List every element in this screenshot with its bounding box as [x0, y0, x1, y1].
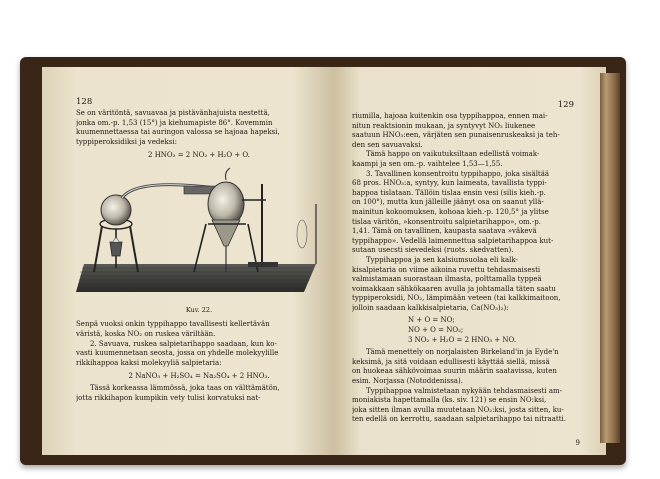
- text-line: typpiperoksidi, NO₂, lämpimään veteen (tai kalkkimaitoon,: [352, 294, 561, 303]
- figure-caption: Kuv. 22.: [185, 306, 213, 315]
- text-line: valmistamaan suorastaan ilmasta, polttamalla typpeä: [352, 275, 542, 284]
- paragraph: [352, 348, 598, 386]
- text-line: joka sitten ilman avulla muutetaan NO₂:ksi, josta sitten, ku-: [352, 405, 564, 414]
- text-line: Typpihappoa valmistetaan nykyään tehdasmaisesti am-: [366, 386, 563, 395]
- chemical-equation: N + O = NO;: [408, 316, 455, 325]
- text-line: kisalpietaria on viime aikoina ruvettu tehdasmaisesti: [352, 265, 541, 274]
- text-line: 68 pros. HNO₃:a, syntyy, kun laimeata, tavallista typpi-: [352, 179, 547, 188]
- text-line: den sen savuavaksi.: [352, 140, 423, 149]
- text-line: keksimä, ja sitä voidaan edullisesti käyttää siellä, missä: [352, 357, 550, 366]
- paragraph: [76, 340, 322, 369]
- text-line: vasti kuumennetaan seosta, jossa on yhdelle molekyylille: [76, 349, 279, 358]
- paragraph: [76, 320, 322, 339]
- text-line: kuumennettaessa tai auringon valossa se hajoaa hapeksi,: [76, 128, 280, 137]
- paragraph: [76, 384, 322, 403]
- text-line: Tämä happo on vaikutuksiltaan edellistä voimak-: [366, 150, 540, 159]
- text-line: voimakkaan sähkökaaren avulla ja johtamalla täten saatu: [352, 284, 556, 293]
- text-line: tislaa väritön, »konsentroitu salpietarihappo», om.-p.: [352, 217, 541, 226]
- chemical-equation: 2 NaNO₃ + H₂SO₄ = Na₂SO₄ + 2 HNO₃.: [128, 372, 270, 381]
- paragraph: [352, 112, 598, 150]
- right-page: [334, 67, 606, 455]
- text-line: Typpihappoa ja sen kalsiumsuolaa eli kalk-: [366, 255, 518, 264]
- text-line: typpiperoksidiksi ja vedeksi:: [76, 137, 177, 146]
- signature-mark: 9: [575, 439, 580, 447]
- paragraph: [352, 387, 598, 425]
- text-line: Tämä menettely on norjalaisten Birkeland'in ja Eyde'n: [366, 348, 559, 357]
- paragraph: [352, 170, 598, 256]
- text-line: mainitun kokoomuksen, kohoaa kieh.-p. 120,5° ja ylitse: [352, 207, 549, 216]
- page-number-right: 129: [557, 100, 574, 110]
- text-line: väristä, koska NO₂ on ruskea väriltään.: [76, 329, 216, 338]
- paragraph: [352, 150, 598, 169]
- text-line: Senpä vuoksi onkin typpihappo tavallisesti kellertävän: [76, 320, 270, 329]
- text-line: typpihappo». Vedellä laimennettua salpietarihappoa kut-: [352, 236, 554, 245]
- text-line: 2. Savuava, ruskea salpietarihappo saadaan, kun ko-: [90, 339, 277, 348]
- text-line: esim. Norjassa (Notoddenissa).: [352, 377, 463, 386]
- paragraph: [352, 256, 598, 314]
- text-line: on 100°), mutta kun jälleille jäänyt osa on saanut yllä-: [352, 198, 544, 207]
- text-line: 1,41. Tämä on tavallinen, kaupasta saatava »väkevä: [352, 227, 537, 236]
- text-line: Se on väritöntä, savuavaa ja pistävänhajuista nestettä,: [76, 109, 270, 117]
- chemical-equation: NO + O = NO₂;: [408, 326, 464, 335]
- text-line: saatuun HNO₃:een, värjäten sen punaisenruskeaksi ja teh-: [352, 131, 560, 140]
- text-line: nitun reaktsionin mukaan, ja syntyvyt NO₂ liukenee: [352, 121, 536, 130]
- book: [20, 57, 626, 465]
- text-line: happoa tislataan. Tällöin tislaa ensin vesi (silis kieh.-p.: [352, 188, 546, 197]
- chemical-equation: 3 NO₂ + H₂O = 2 HNO₃ + NO.: [408, 335, 517, 344]
- chemical-equation: 2 HNO₃ = 2 NO₂ + H₂O + O.: [148, 151, 250, 160]
- left-page: [42, 67, 334, 455]
- text-line: jolloin saadaan kalkkisalpietaria, Ca(NO₃)₂):: [352, 303, 509, 312]
- text-line: 3. Tavallinen konsentroitu typpihappo, joka sisältää: [366, 169, 550, 178]
- equation-block: [352, 316, 598, 345]
- text-line: on huokeaa sähkövoimaa suurin määrin saatavissa, kuten: [352, 367, 557, 376]
- paragraph: [76, 109, 322, 147]
- text-line: rikkihappoa kaksi molekyyliä salpietaria:: [76, 358, 222, 367]
- text-line: riumilla, hajoaa kuitenkin osa typpihappoa, ennen mai-: [352, 112, 548, 120]
- text-line: Tässä korkeassa lämmössä, joka taas on välttämätön,: [90, 384, 280, 393]
- text-line: jotta rikkihapon kumpikin vety tulisi korvatuksi nat-: [76, 393, 261, 402]
- distillation-apparatus-illustration: [76, 164, 322, 304]
- text-line: ten edellä on kerrottu, saadaan salpietarihappo tai nitraatti.: [352, 415, 566, 424]
- text-line: jonka om.-p. 1,53 (15°) ja kiehumapiste 86°. Kovemmin: [76, 118, 273, 127]
- text-line: kaampi ja sen om.-p. vaihtelee 1,53—1,55.: [352, 159, 503, 168]
- page-number-left: 128: [76, 97, 93, 107]
- text-line: moniakista hapettamalla (ks. siv. 121) se ensin NO:ksi,: [352, 396, 547, 405]
- text-line: sutaan usecsti sievedeksi (ruots. skedvatten).: [352, 246, 514, 255]
